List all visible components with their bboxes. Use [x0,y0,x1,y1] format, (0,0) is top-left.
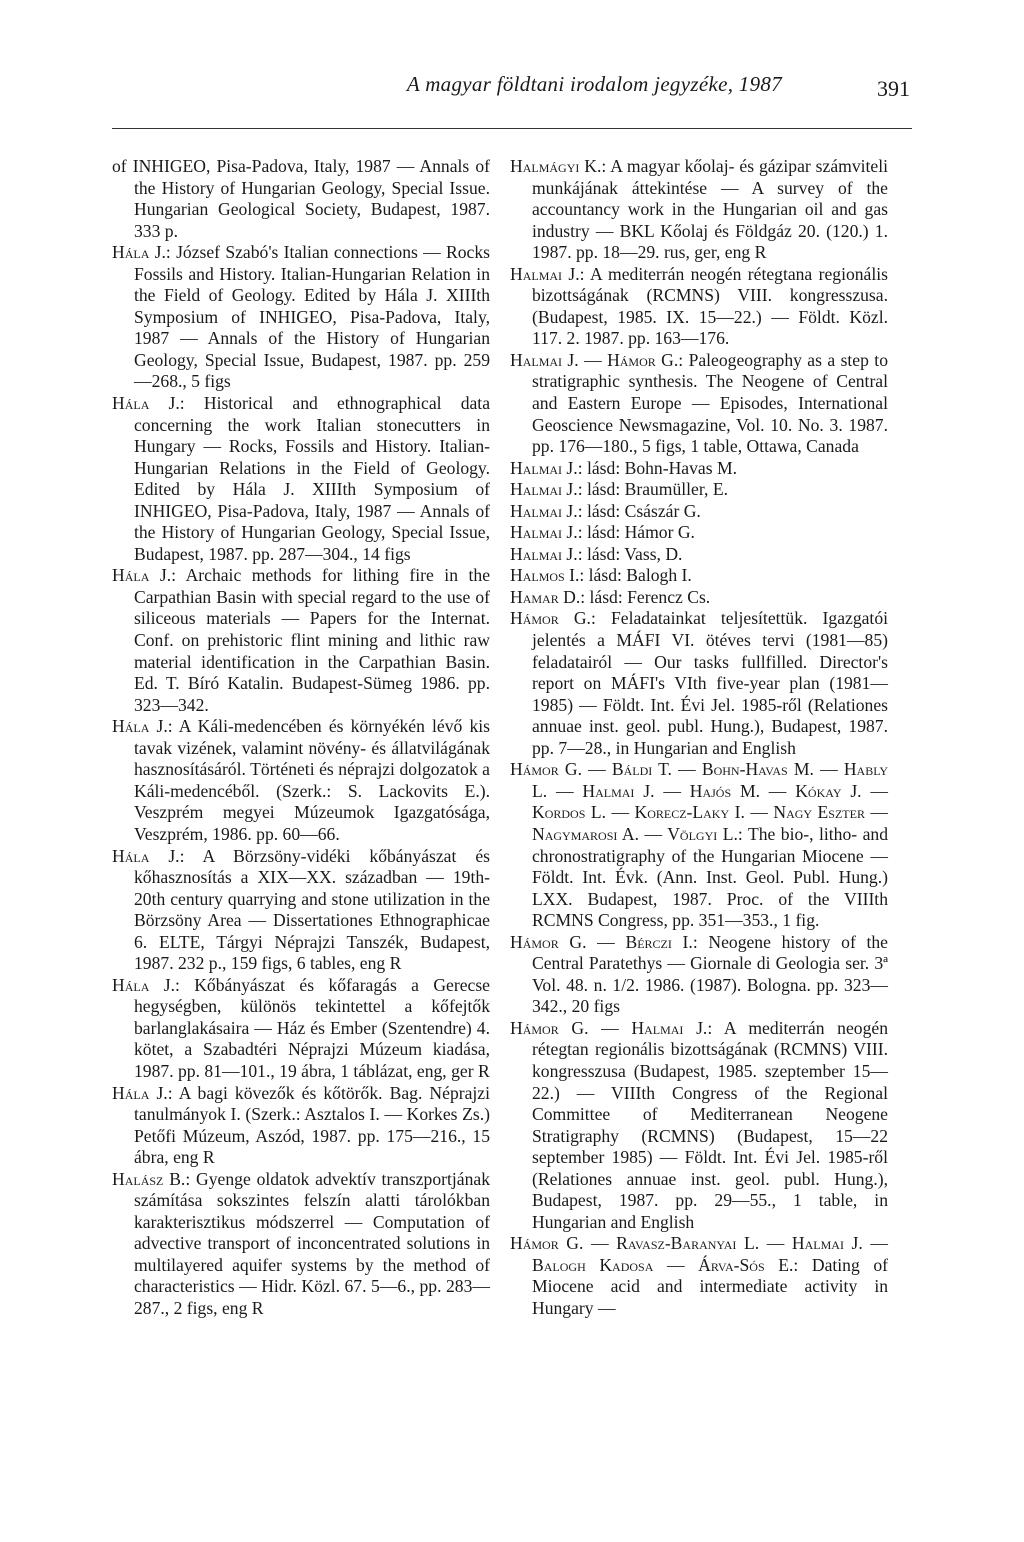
entry-text: of INHIGEO, Pisa-Padova, Italy, 1987 — Annals of the History of Hungarian Geology, Special Issue. Hungarian Geological Society, Budapest, 1987. 333 p. [112,156,490,241]
entry-author: Hamar D. [510,586,581,607]
entry-author: Hála J. [112,393,180,414]
bibliography-entry [510,587,888,609]
entry-author: Hámor G. [510,608,591,629]
running-title: A magyar földtani irodalom jegyzéke, 1987 [406,72,782,96]
left-column [112,156,490,1320]
bibliography-entry [510,608,888,759]
bibliography-entry [510,156,888,264]
bibliography-entry [510,501,888,523]
entry-author: Halmai J. [510,543,578,564]
entry-text: : A Káli-medencében és környékén lévő kis tavak vizének, valamint növény- és állatvilágának hasznosításáról. Történeti és néprajzi dolgozatok a Káli-medencéből. (Szerk.: S. Lackovits E.). Veszprém megyei Múzeumok Igazgatósága, Veszprém, 1986. pp. 60—66. [134,716,490,844]
entry-author: Halmai J. [510,522,578,543]
bibliography-entry [112,846,490,975]
entry-author: Hála J. [112,974,175,995]
entry-text: : lásd: Hámor G. [577,522,695,543]
bibliography-entry [112,975,490,1083]
entry-text: : József Szabó's Italian connections — Rocks Fossils and History. Italian-Hungarian Relation in the Field of Geology. Edited by Hála J. XIIIth Symposium of INHIGEO, Pisa-Padova, Italy, 1987 — Annals of the History of Hungarian Geology, Special Issue, Budapest, 1987. pp. 259—268., 5 figs [134,242,491,392]
entry-author: Halmágyi K. [510,156,602,176]
entry-text: : lásd: Ferencz Cs. [580,586,711,607]
bibliography-entry [510,264,888,350]
right-column [510,156,888,1320]
entry-text: : Archaic methods for lithing fire in the Carpathian Basin with special regard to the use of siliceous materials — Papers for the Internat. Conf. on prehistoric flint mining and lithic raw material identification in the Carpathian Basin. Ed. T. Bíró Katalin. Budapest-Sümeg 1986. pp. 323—342. [134,565,491,715]
entry-text: : Kőbányászat és kőfaragás a Gerecse hegységben, különös tekintettel a kőfejtők barlanglakásaira — Ház és Ember (Szentendre) 4. kötet, a Szabadtéri Néprajzi Múzeum kiadása, 1987. pp. 81—101., 19 ábra, 1 táblázat, eng, ger R [134,974,490,1081]
page-number: 391 [877,76,910,101]
entry-text: : A mediterrán neogén rétegtana regionális bizottságának (RCMNS) VIII. kongresszusa. (Budapest, 1985. IX. 15—22.) — Földt. Közl. 117. 2. 1987. pp. 163—176. [532,263,888,349]
bibliography-entry [510,350,888,458]
entry-author: Hála J. [112,845,180,866]
page-header [112,68,912,129]
bibliography-entry [510,522,888,544]
bibliography-entry [112,156,490,242]
entry-author: Halmai J. [510,479,578,500]
entry-author: Halmai J. [510,457,578,478]
entry-text: : A Börzsöny-vidéki kőbányászat és kőhasznosítás a XIX—XX. században — 19th-20th century quarrying and stone utilization in the Börzsöny Area — Dissertationes Ethnographicae 6. ELTE, Tárgyi Néprajzi Tanszék, Budapest, 1987. 232 p., 159 figs, 6 tables, eng R [134,845,490,974]
entry-author: Hála J. [112,242,166,263]
entry-text: : lásd: Császár G. [577,500,701,521]
entry-text: : lásd: Braumüller, E. [577,479,728,500]
bibliography-entry [510,1018,888,1233]
entry-author: Halmai J. — Hámor G. [510,349,679,370]
bibliography-entry [510,932,888,1018]
entry-text: : A magyar kőolaj- és gázipar számviteli munkájának áttekintése — A survey of the accountancy work in the Hungarian oil and gas industry — BKL Kőolaj és Földgáz 20. (120.) 1. 1987. pp. 18—29. rus, ger, eng R [532,156,888,263]
entry-author: Hámor G. — Báldi T. — Bohn-Havas M. — Hably L. — Halmai J. — Hajós M. — Kókay J. — Kordos L. — Korecz-Laky I. — Nagy Eszter — Nagymarosi A. — Völgyi L. [510,759,888,844]
entry-author: Halmai J. [510,263,580,284]
bibliography-entry [510,479,888,501]
entry-author: Hámor G. — Bérczi I. [510,931,693,952]
entry-text: : Gyenge oldatok advektív transzportjának számítása sokszintes felszín alatti tárolókban karakterisztikus módszerrel — Computation of advective transport of inconcentrated solutions in multilayered aquifer systems by the method of characteristics — Hidr. Közl. 67. 5—6., pp. 283—287., 2 figs, eng R [134,1168,491,1318]
entry-text: : Paleogeography as a step to stratigraphic synthesis. The Neogene of Central and Eastern Europe — Episodes, International Geoscience Newsmagazine, Vol. 10. No. 3. 1987. pp. 176—180., 5 figs, 1 table, Ottawa, Canada [532,349,888,457]
entry-author: Halmos I. [510,565,580,586]
entry-author: Hámor G. — Ravasz-Baranyai L. — Halmai J. — Balogh Kadosa — Árva-Sós E. [510,1233,888,1275]
bibliography-entry [510,565,888,587]
bibliography-entry [510,1233,888,1319]
entry-text: : lásd: Vass, D. [577,543,683,564]
entry-text: : Historical and ethnographical data concerning the work Italian stonecutters in Hungary — Rocks, Fossils and History. Italian-Hungarian Relations in the Field of Geology. Edited by Hála J. XIIIth Symposium of INHIGEO, Pisa-Padova, Italy, 1987 — Annals of the History of Hungarian Geology, Special Issue, Budapest, 1987. pp. 287—304., 14 figs [134,393,491,564]
entry-text: : Neogene history of the Central Paratethys — Giornale di Geologia ser. 3ª Vol. 48. n. 1/2. 1986. (1987). Bologna. pp. 323—342., 20 figs [532,931,888,1017]
bibliography-entry [112,1169,490,1320]
entry-text: : lásd: Bohn-Havas M. [577,457,737,478]
bibliography-entry [112,716,490,845]
entry-text: : A bagi kövezők és kőtörők. Bag. Néprajzi tanulmányok I. (Szerk.: Asztalos I. — Korkes Zs.) Petőfi Múzeum, Aszód, 1987. pp. 175—216., 15 ábra, eng R [134,1082,490,1168]
entry-author: Hámor G. — Halmai J. [510,1017,708,1038]
bibliography-entry [112,393,490,565]
entry-author: Hála J. [112,1082,168,1103]
entry-author: Hála J. [112,565,172,586]
entry-author: Hála J. [112,716,168,737]
entry-text: : Dating of Miocene acid and intermediate activity in Hungary — [532,1254,888,1318]
entry-text: : A mediterrán neogén rétegtan regionális bizottságának (RCMNS) VIII. kongresszusa (Budapest, 1985. szeptember 15—22.) — VIIIth Congress of the Regional Committee of Mediterranean Neogene Stratigraphy (RCMNS) (Budapest, 15—22 september 1985) — Földt. Int. Évi Jel. 1985-ről (Relationes annuae inst. geol. publ. Hung.), Budapest, 1987. pp. 29—55., 1 table, in Hungarian and English [532,1017,888,1232]
bibliography-entry [510,458,888,480]
entry-text: : The bio-, litho- and chronostratigraphy of the Hungarian Miocene — Földt. Int. Évk. (Ann. Inst. Geol. Publ. Hung.) LXX. Budapest, 1987. Proc. of the VIIIth RCMNS Congress, pp. 351—353., 1 fig. [532,823,888,931]
bibliography-entry [112,242,490,393]
entry-author: Halász B. [112,1168,186,1189]
bibliography-entry [112,1083,490,1169]
entry-author: Halmai J. [510,500,578,521]
bibliography-entry [510,544,888,566]
bibliography-entry [510,759,888,931]
entry-text: : lásd: Balogh I. [579,565,692,586]
entry-text: : Feladatainkat teljesítettük. Igazgatói jelentés a MÁFI VI. ötéves tervi (1981—85) feladatairól — Our tasks fullfilled. Director's report on MÁFI's VIth five-year plan (1981—1985) — Földt. Int. Évi Jel. 1985-ről (Relationes annuae inst. geol. publ. Hung.), Budapest, 1987. pp. 7—28., in Hungarian and English [532,608,888,758]
bibliography-entry [112,565,490,716]
